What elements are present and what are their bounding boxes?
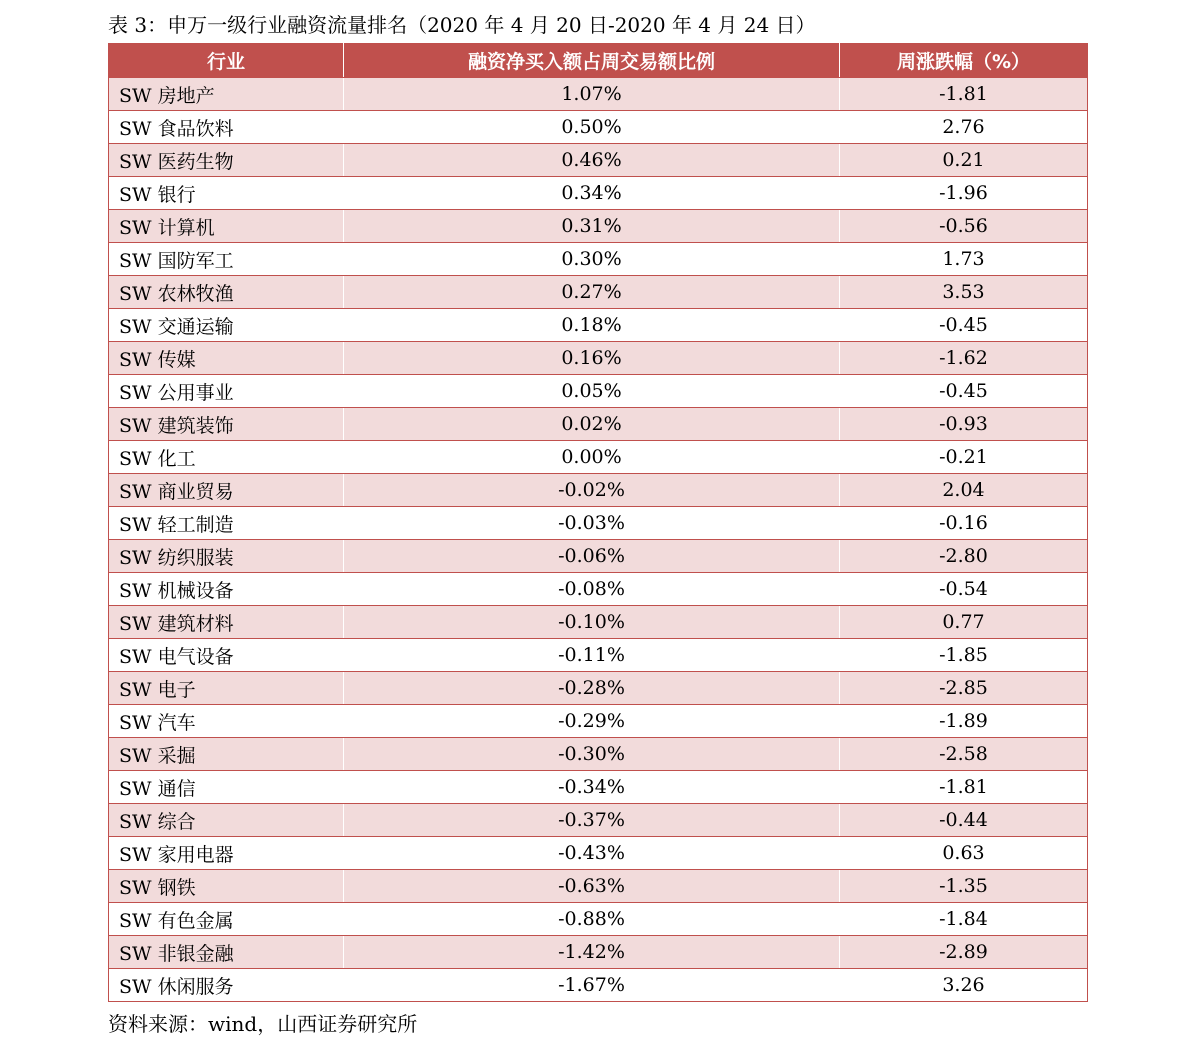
cell-industry: SW 轻工制造 xyxy=(109,507,344,540)
table-row xyxy=(109,606,1088,639)
cell-financing-ratio: 0.05% xyxy=(344,375,840,408)
cell-industry: SW 电子 xyxy=(109,672,344,705)
cell-financing-ratio: 0.02% xyxy=(344,408,840,441)
table-row xyxy=(109,540,1088,573)
cell-industry: SW 电气设备 xyxy=(109,639,344,672)
table-row xyxy=(109,177,1088,210)
cell-weekly-change: -0.54 xyxy=(840,573,1088,606)
data-table-container xyxy=(108,43,1087,1002)
cell-industry: SW 有色金属 xyxy=(109,903,344,936)
cell-weekly-change: -1.81 xyxy=(840,78,1088,111)
table-row xyxy=(109,969,1088,1002)
table-row xyxy=(109,672,1088,705)
table-row xyxy=(109,936,1088,969)
cell-industry: SW 综合 xyxy=(109,804,344,837)
table-row xyxy=(109,375,1088,408)
cell-financing-ratio: -0.11% xyxy=(344,639,840,672)
cell-financing-ratio: -0.03% xyxy=(344,507,840,540)
table-row xyxy=(109,111,1088,144)
cell-financing-ratio: -0.28% xyxy=(344,672,840,705)
cell-financing-ratio: -0.37% xyxy=(344,804,840,837)
cell-financing-ratio: 0.30% xyxy=(344,243,840,276)
table-row xyxy=(109,507,1088,540)
cell-industry: SW 计算机 xyxy=(109,210,344,243)
cell-industry: SW 交通运输 xyxy=(109,309,344,342)
cell-weekly-change: 3.26 xyxy=(840,969,1088,1002)
cell-weekly-change: -0.16 xyxy=(840,507,1088,540)
cell-industry: SW 食品饮料 xyxy=(109,111,344,144)
cell-weekly-change: -0.45 xyxy=(840,375,1088,408)
cell-financing-ratio: -0.29% xyxy=(344,705,840,738)
cell-industry: SW 建筑装饰 xyxy=(109,408,344,441)
cell-weekly-change: -1.96 xyxy=(840,177,1088,210)
cell-industry: SW 房地产 xyxy=(109,78,344,111)
table-row xyxy=(109,144,1088,177)
cell-financing-ratio: 0.34% xyxy=(344,177,840,210)
table-row xyxy=(109,474,1088,507)
cell-financing-ratio: 0.31% xyxy=(344,210,840,243)
cell-financing-ratio: -0.30% xyxy=(344,738,840,771)
cell-financing-ratio: 0.50% xyxy=(344,111,840,144)
cell-financing-ratio: 0.00% xyxy=(344,441,840,474)
cell-weekly-change: 0.63 xyxy=(840,837,1088,870)
cell-financing-ratio: -0.63% xyxy=(344,870,840,903)
cell-weekly-change: -0.21 xyxy=(840,441,1088,474)
cell-industry: SW 通信 xyxy=(109,771,344,804)
header-industry: 行业 xyxy=(109,44,344,78)
cell-weekly-change: -1.85 xyxy=(840,639,1088,672)
cell-industry: SW 汽车 xyxy=(109,705,344,738)
table-row xyxy=(109,771,1088,804)
table-row xyxy=(109,804,1088,837)
cell-financing-ratio: 0.18% xyxy=(344,309,840,342)
cell-weekly-change: -1.62 xyxy=(840,342,1088,375)
table-row xyxy=(109,78,1088,111)
table-row xyxy=(109,408,1088,441)
cell-financing-ratio: -0.10% xyxy=(344,606,840,639)
cell-weekly-change: 0.21 xyxy=(840,144,1088,177)
table-row xyxy=(109,342,1088,375)
table-row xyxy=(109,903,1088,936)
table-caption: 表 3：申万一级行业融资流量排名（2020 年 4 月 20 日-2020 年 4 月 24 日） xyxy=(108,13,816,37)
table-row xyxy=(109,573,1088,606)
source-note: 资料来源：wind，山西证券研究所 xyxy=(108,1012,418,1036)
cell-financing-ratio: -0.06% xyxy=(344,540,840,573)
cell-industry: SW 传媒 xyxy=(109,342,344,375)
cell-weekly-change: -2.89 xyxy=(840,936,1088,969)
table-row xyxy=(109,276,1088,309)
header-weekly-change: 周涨跌幅（%） xyxy=(840,44,1088,78)
cell-industry: SW 采掘 xyxy=(109,738,344,771)
cell-industry: SW 非银金融 xyxy=(109,936,344,969)
cell-weekly-change: -0.45 xyxy=(840,309,1088,342)
cell-weekly-change: 2.04 xyxy=(840,474,1088,507)
cell-industry: SW 化工 xyxy=(109,441,344,474)
cell-industry: SW 公用事业 xyxy=(109,375,344,408)
table-row xyxy=(109,738,1088,771)
cell-weekly-change: 1.73 xyxy=(840,243,1088,276)
table-row xyxy=(109,309,1088,342)
cell-financing-ratio: -1.67% xyxy=(344,969,840,1002)
cell-weekly-change: 2.76 xyxy=(840,111,1088,144)
table-header-row xyxy=(109,44,1088,78)
cell-financing-ratio: 0.46% xyxy=(344,144,840,177)
cell-financing-ratio: 1.07% xyxy=(344,78,840,111)
header-financing-ratio: 融资净买入额占周交易额比例 xyxy=(344,44,840,78)
cell-industry: SW 商业贸易 xyxy=(109,474,344,507)
cell-weekly-change: -1.84 xyxy=(840,903,1088,936)
cell-weekly-change: 3.53 xyxy=(840,276,1088,309)
cell-weekly-change: -2.85 xyxy=(840,672,1088,705)
cell-financing-ratio: 0.16% xyxy=(344,342,840,375)
cell-financing-ratio: -0.43% xyxy=(344,837,840,870)
cell-industry: SW 建筑材料 xyxy=(109,606,344,639)
table-row xyxy=(109,639,1088,672)
cell-industry: SW 休闲服务 xyxy=(109,969,344,1002)
cell-industry: SW 家用电器 xyxy=(109,837,344,870)
cell-financing-ratio: -0.02% xyxy=(344,474,840,507)
cell-industry: SW 医药生物 xyxy=(109,144,344,177)
cell-industry: SW 农林牧渔 xyxy=(109,276,344,309)
cell-financing-ratio: -0.34% xyxy=(344,771,840,804)
industry-financing-table xyxy=(108,43,1088,1002)
table-row xyxy=(109,441,1088,474)
table-row xyxy=(109,705,1088,738)
table-row xyxy=(109,243,1088,276)
cell-weekly-change: -1.81 xyxy=(840,771,1088,804)
cell-industry: SW 国防军工 xyxy=(109,243,344,276)
table-row xyxy=(109,210,1088,243)
cell-industry: SW 机械设备 xyxy=(109,573,344,606)
table-row xyxy=(109,837,1088,870)
cell-weekly-change: -1.35 xyxy=(840,870,1088,903)
table-row xyxy=(109,870,1088,903)
cell-weekly-change: -1.89 xyxy=(840,705,1088,738)
table-body xyxy=(109,78,1088,1002)
cell-financing-ratio: -0.08% xyxy=(344,573,840,606)
cell-weekly-change: -2.80 xyxy=(840,540,1088,573)
cell-financing-ratio: -1.42% xyxy=(344,936,840,969)
cell-industry: SW 钢铁 xyxy=(109,870,344,903)
cell-financing-ratio: -0.88% xyxy=(344,903,840,936)
cell-weekly-change: -0.93 xyxy=(840,408,1088,441)
cell-weekly-change: -0.44 xyxy=(840,804,1088,837)
cell-industry: SW 纺织服装 xyxy=(109,540,344,573)
cell-weekly-change: 0.77 xyxy=(840,606,1088,639)
cell-weekly-change: -2.58 xyxy=(840,738,1088,771)
cell-weekly-change: -0.56 xyxy=(840,210,1088,243)
cell-industry: SW 银行 xyxy=(109,177,344,210)
cell-financing-ratio: 0.27% xyxy=(344,276,840,309)
